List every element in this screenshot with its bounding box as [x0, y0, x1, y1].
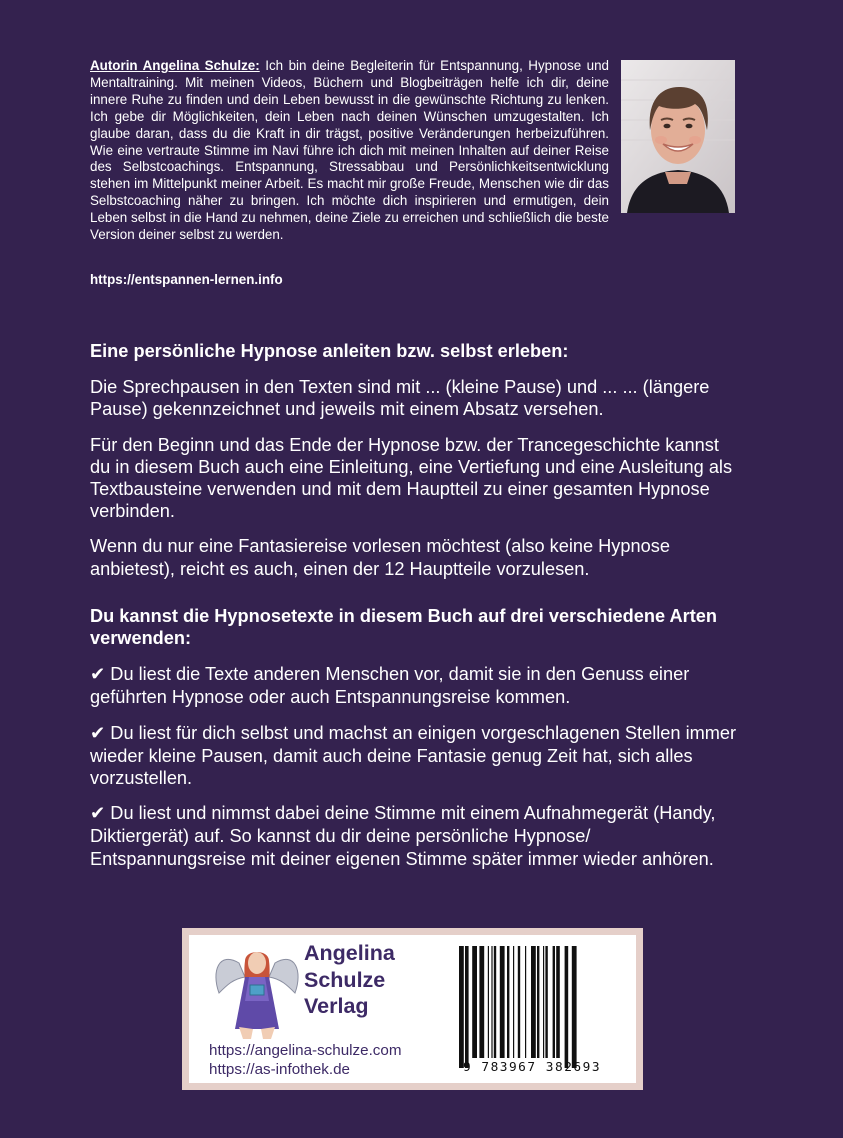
barcode-bar: [565, 946, 569, 1068]
barcode-bar: [543, 946, 544, 1058]
barcode-bar: [494, 946, 496, 1058]
barcode-bar: [556, 946, 560, 1058]
barcode: [457, 946, 613, 1078]
barcode-bar: [465, 946, 469, 1068]
checkmark-icon: ✔: [90, 722, 106, 744]
publisher-box: [182, 928, 643, 1090]
barcode-bar: [479, 946, 484, 1058]
barcode-bar: [491, 946, 492, 1058]
list-item: ✔ Du liest für dich selbst und machst an einigen vorgeschlagenen Stellen immer wieder kleine Pausen, damit auch deine Fantasie genug Zeit hat, sich alles vorzustellen.: [90, 722, 737, 789]
barcode-bar: [513, 946, 514, 1058]
list-item: ✔ Du liest die Texte anderen Menschen vor, damit sie in den Genuss einer geführten Hypnose oder auch Entspannungsreise kommen.: [90, 664, 690, 708]
publisher-name: Angelina Schulze Verlag: [304, 941, 395, 1018]
section-heading-usage: Du kannst die Hypnosetexte in diesem Buch auf drei verschiedene Arten verwenden:: [90, 605, 717, 649]
author-website-link[interactable]: https://entspannen-lernen.info: [90, 272, 283, 287]
paragraph: Die Sprechpausen in den Texten sind mit ... (kleine Pause) und ... ... (längere Pause) gekennzeichnet und jeweils mit einem Absatz versehen.: [90, 377, 710, 420]
barcode-bar: [507, 946, 509, 1058]
publisher-url-link[interactable]: https://as-infothek.de: [209, 1060, 350, 1078]
angel-logo-icon: [209, 941, 307, 1041]
barcode-bar: [525, 946, 526, 1058]
barcode-bar: [537, 946, 539, 1058]
author-photo: [621, 60, 735, 213]
author-bio-text: Ich bin deine Begleiterin für Entspannung, Hypnose und Mentaltraining. Mit meinen Videos, Büchern und Blogbeiträgen helfe ich dir, deine innere Ruhe zu finden und dein Leben bewusst in die gewünschte Richtung zu lenken. Ich gebe dir Möglichkeiten, dein Leben nach deinen Wünschen umzugestalten. Ich glaube daran, dass du die Kraft in dir trägst, positive Veränderungen herbeizuführen. Wie eine vertraute Stimme im Navi führe ich dich mit meinen Inhalten auf deiner Reise des Selbstcoachings. Entspannung, Stressabbau und Persönlichkeitsentwicklung stehen im Mittelpunkt meiner Arbeit. Es macht mir große Freude, Menschen wie dir das Selbstcoaching näher zu bringen. Ich möchte dich inspirieren und ermutigen, dein Leben selbst in die Hand zu nehmen, deine Ziele zu erreichen und schließlich die beste Version deiner selbst zu werden.: [90, 58, 609, 243]
paragraph: Wenn du nur eine Fantasiereise vorlesen möchtest (also keine Hypnose anbietest), reicht es auch, einen der 12 Hauptteile vorzulesen.: [90, 536, 670, 579]
barcode-bar: [572, 946, 577, 1068]
author-bio: [90, 58, 609, 244]
section-heading-hypnosis: Eine persönliche Hypnose anleiten bzw. selbst erleben:: [90, 341, 569, 361]
checkmark-icon: ✔: [90, 664, 106, 686]
barcode-bar: [553, 946, 555, 1058]
main-content: [90, 340, 740, 883]
publisher-url-link[interactable]: https://angelina-schulze.com: [209, 1042, 402, 1059]
barcode-bar: [500, 946, 505, 1058]
barcode-bar: [531, 946, 536, 1058]
isbn-number: 9 783967 382693: [462, 1060, 602, 1075]
author-label: Autorin Angelina Schulze:: [90, 58, 260, 73]
checkmark-icon: ✔: [90, 803, 106, 825]
list-item: ✔ Du liest und nimmst dabei deine Stimme mit einem Aufnahmegerät (Handy, Diktiergerät) auf. So kannst du dir deine persönliche Hypnose/ Entspannungsreise mit deiner eigenen Stimme später immer wieder anhören.: [90, 803, 716, 869]
barcode-bar: [488, 946, 489, 1058]
barcode-bar: [472, 946, 477, 1058]
publisher-urls: [209, 1042, 401, 1080]
barcode-bar: [459, 946, 464, 1068]
barcode-bar: [545, 946, 547, 1058]
paragraph: Für den Beginn und das Ende der Hypnose bzw. der Trancegeschichte kannst du in diesem Buch auch eine Einleitung, eine Vertiefung und eine Ausleitung als Textbausteine verwenden und mit dem Hauptteil zu einer gesamten Hypnose verbinden.: [90, 434, 733, 522]
barcode-bar: [518, 946, 520, 1058]
